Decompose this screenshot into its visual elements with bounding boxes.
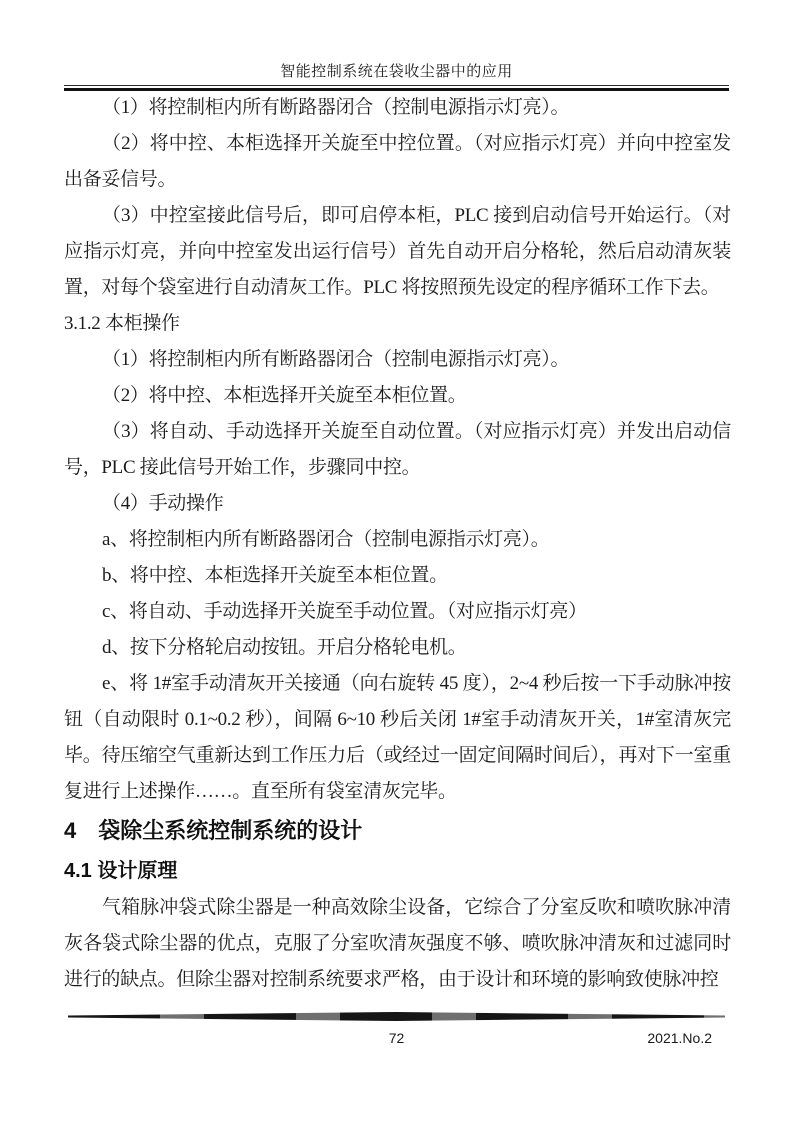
paragraph: c、将自动、手动选择开关旋至手动位置。（对应指示灯亮） bbox=[102, 601, 587, 622]
paragraph: b、将中控、本柜选择开关旋至本柜位置。 bbox=[102, 565, 448, 586]
header-rule-thin bbox=[64, 85, 729, 86]
section-heading-level1: 4 袋除尘系统控制系统的设计 bbox=[64, 818, 363, 843]
paragraph: e、将 1#室手动清灰开关接通（向右旋转 45 度），2~4 秒后按一下手动脉冲按钮（自动限时 0.1~0.2 秒），间隔 6~10 秒后关闭 1#室手动清灰开关，1#室清灰完毕。待压缩空气重新达到工作压力后（或经过一固定间隔时间后），再对下一室重复进行上述操作……。直至所有袋室清灰完毕。 bbox=[64, 673, 731, 802]
paragraph: （4）手动操作 bbox=[102, 493, 224, 514]
running-title: 智能控制系统在袋收尘器中的应用 bbox=[280, 64, 513, 80]
issue-number: 2021.No.2 bbox=[647, 1030, 712, 1046]
subsection-heading: 3.1.2 本柜操作 bbox=[64, 313, 180, 334]
footer-rule bbox=[68, 1012, 725, 1021]
paragraph: a、将控制柜内所有断路器闭合（控制电源指示灯亮）。 bbox=[102, 529, 550, 550]
paragraph: 气箱脉冲袋式除尘器是一种高效除尘设备，它综合了分室反吹和喷吹脉冲清灰各袋式除尘器的优点，克服了分室吹清灰强度不够、喷吹脉冲清灰和过滤同时进行的缺点。但除尘器对控制系统要求严格，由于设计和环境的影响致使脉冲控 bbox=[64, 897, 731, 990]
paragraph: （1）将控制柜内所有断路器闭合（控制电源指示灯亮）。 bbox=[102, 349, 570, 370]
paragraph: （2）将中控、本柜选择开关旋至本柜位置。 bbox=[102, 385, 467, 406]
document-body bbox=[64, 90, 731, 998]
paragraph: （1）将控制柜内所有断路器闭合（控制电源指示灯亮）。 bbox=[102, 97, 570, 118]
page-number: 72 bbox=[388, 1030, 405, 1046]
paragraph: （2）将中控、本柜选择开关旋至中控位置。（对应指示灯亮）并向中控室发出备妥信号。 bbox=[64, 133, 731, 190]
paragraph: （3）中控室接此信号后，即可启停本柜，PLC 接到启动信号开始运行。（对应指示灯亮，并向中控室发出运行信号）首先自动开启分格轮，然后启动清灰装置，对每个袋室进行自动清灰工作。PLC 将按照预先设定的程序循环工作下去。 bbox=[64, 205, 731, 298]
paragraph: d、按下分格轮启动按钮。开启分格轮电机。 bbox=[102, 637, 467, 658]
paragraph: （3）将自动、手动选择开关旋至自动位置。（对应指示灯亮）并发出启动信号，PLC 接此信号开始工作，步骤同中控。 bbox=[64, 421, 731, 478]
section-heading-level2: 4.1 设计原理 bbox=[64, 860, 178, 882]
